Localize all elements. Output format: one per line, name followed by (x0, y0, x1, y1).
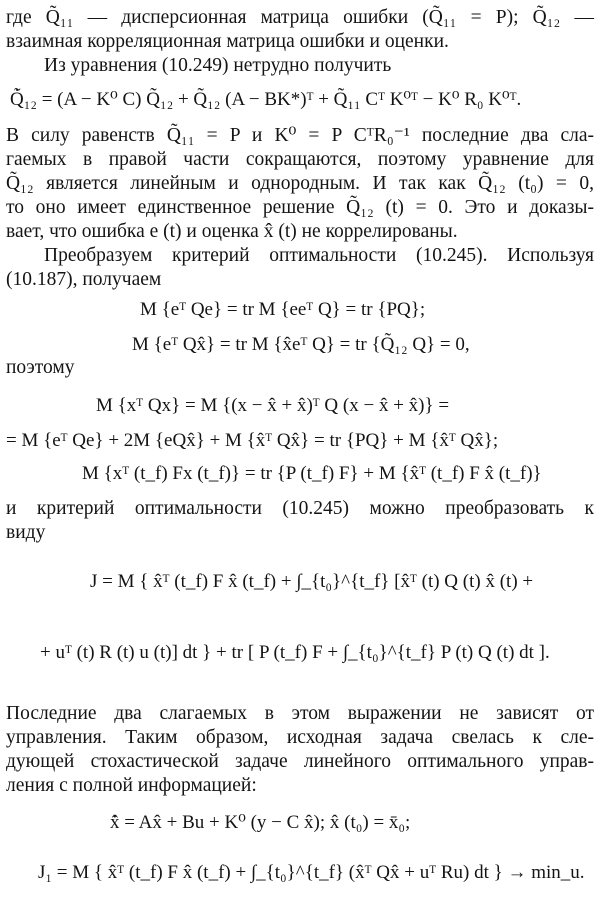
text-line-15: управления. Таким образом, исходная задача свелась к сле- (6, 727, 594, 748)
text-line-2: взаимная корреляционная матрица ошибки и оценки. (6, 31, 449, 52)
text-line-12: и критерий оптимальности (10.245) можно преобразовать к (6, 498, 594, 519)
text-line-10: (10.187), получаем (6, 269, 162, 290)
text-line-3: Из уравнения (10.249) нетрудно получить (44, 55, 392, 76)
text-line-11: поэтому (6, 357, 75, 378)
formula-j-line-2: + uᵀ (t) R (t) u (t)] dt } + tr [ P (t_f) F + ∫_{t₀}^{t_f} P (t) Q (t) dt ]. (40, 642, 550, 663)
formula-m-xqx: M {xᵀ Qx} = M {(x − x̂ + x̂)ᵀ Q (x − x̂ + x̂)} = (96, 395, 450, 416)
formula-j-line-1: J = M { x̂ᵀ (t_f) F x̂ (t_f) + ∫_{t₀}^{t_f} [x̂ᵀ (t) Q (t) x̂ (t) + (90, 571, 534, 592)
text-line-4: В силу равенств Q̃₁₁ = P и K⁰ = P CᵀR₀⁻¹ последние два сла- (6, 125, 594, 146)
text-line-9: Преобразуем критерий оптимальности (10.245). Используя (44, 245, 594, 266)
formula-expanded-sum: = M {eᵀ Qe} + 2M {eQx̂} + M {x̂ᵀ Qx̂} = tr {PQ} + M {x̂ᵀ Qx̂}; (6, 430, 499, 451)
text-line-8: вает, что ошибка e (t) и оценка x̂ (t) не коррелированы. (6, 221, 458, 242)
text-line-6: Q̃₁₂ является линейным и однородным. И так как Q̃₁₂ (t₀) = 0, (6, 173, 594, 194)
formula-xhat-dot: x̂̇ = Ax̂ + Bu + K⁰ (y − C x̂); x̂ (t₀) = x̄₀; (110, 812, 411, 833)
text-line-7: то оно имеет единственное решение Q̃₁₂ (t) = 0. Это и доказы- (6, 197, 594, 218)
formula-m-xfx: M {xᵀ (t_f) Fx (t_f)} = tr {P (t_f) F} + M {x̂ᵀ (t_f) F x̂ (t_f)} (82, 463, 542, 484)
formula-m-eqx: M {eᵀ Qx̂} = tr M {x̂eᵀ Q} = tr {Q̃₁₂ Q} = 0, (132, 334, 470, 355)
text-line-13: виду (6, 522, 46, 543)
text-line-5: гаемых в правой части сокращаются, поэтому уравнение для (6, 149, 594, 170)
formula-q12-derivative: Q̃̇₁₂ = (A − K⁰ C) Q̃₁₂ + Q̃₁₂ (A − BK*)ᵀ + Q̃₁₁ Cᵀ K⁰ᵀ − K⁰ R₀ K⁰ᵀ. (10, 89, 522, 110)
formula-m-eqe: M {eᵀ Qe} = tr M {eeᵀ Q} = tr {PQ}; (140, 299, 426, 320)
text-line-16: дующей стохастической задаче линейного оптимального управ- (6, 751, 594, 772)
text-line-1: где Q̃₁₁ — дисперсионная матрица ошибки (Q̃₁₁ = P); Q̃₁₂ — (6, 7, 594, 28)
text-line-17: ления с полной информацией: (6, 775, 257, 796)
text-line-14: Последние два слагаемых в этом выражении не зависят от (6, 703, 594, 724)
formula-j1: J₁ = M { x̂ᵀ (t_f) F x̂ (t_f) + ∫_{t₀}^{t_f} (x̂ᵀ Qx̂ + uᵀ Ru) dt } → min_u. (38, 862, 585, 883)
